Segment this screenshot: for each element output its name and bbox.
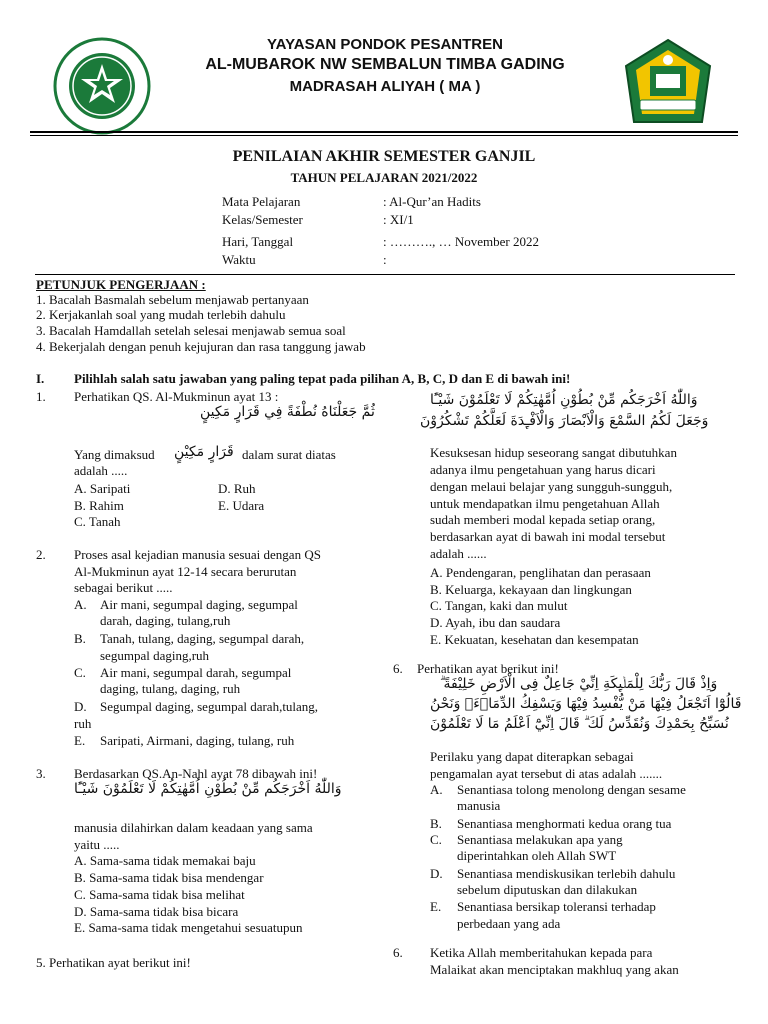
question-text: Ketika Allah memberitahukan kepada para bbox=[430, 945, 653, 960]
pesantren-logo bbox=[52, 36, 152, 136]
question-text: dengan melaui belajar yang sungguh-sungguh, bbox=[430, 479, 673, 494]
question-text: yaitu ..... bbox=[74, 837, 120, 852]
question-text: Kesuksesan hidup seseorang sangat dibutuhkan bbox=[430, 445, 677, 460]
answer-option[interactable]: C. Tanah bbox=[74, 514, 121, 529]
answer-option[interactable]: E. Sama-sama tidak mengetahui sesuatupun bbox=[74, 920, 303, 935]
question-text: Yang dimaksud bbox=[74, 447, 155, 462]
arabic-verse: ثُمَّ جَعَلْنَاهُ نُطْفَةً فِي قَرَارٍ مَكِينٍ bbox=[200, 404, 375, 420]
answer-letter[interactable]: B. bbox=[430, 816, 442, 831]
question-text: adalah ...... bbox=[430, 546, 487, 561]
answer-option[interactable]: A. Saripati bbox=[74, 481, 131, 496]
school-name: AL-MUBAROK NW SEMBALUN TIMBA GADING bbox=[205, 56, 565, 73]
arabic-verse: وَجَعَلَ لَكُمُ السَّمْعَ وَالْاَبْصَارَ وَالْاَفْـِٕدَةَ لَعَلَّكُمْ تَشْكُرُوْنَ bbox=[420, 413, 709, 429]
answer-letter[interactable]: D. bbox=[74, 699, 87, 714]
instruction-item: 4. Bekerjalah dengan penuh kejujuran dan rasa tanggung jawab bbox=[36, 339, 366, 354]
info-value: : ………., … November 2022 bbox=[383, 234, 539, 249]
question-number: 1. bbox=[36, 389, 46, 404]
answer-option[interactable]: Saripati, Airmani, daging, tulang, ruh bbox=[100, 733, 295, 748]
answer-option[interactable]: D. Ayah, ibu dan saudara bbox=[430, 615, 561, 630]
arabic-verse: وَاللّٰهُ اَخْرَجَكُم مِّنْ بُطُوْنِ اُمَّهٰتِكُمْ لَا تَعْلَمُوْنَ شَيْـًٔا bbox=[430, 392, 698, 408]
answer-option[interactable]: perbedaan yang ada bbox=[457, 916, 561, 931]
question-text: adalah ..... bbox=[74, 463, 128, 478]
answer-option[interactable]: A. Sama-sama tidak memakai baju bbox=[74, 853, 256, 868]
question-text: Proses asal kejadian manusia sesuai dengan QS bbox=[74, 547, 321, 562]
info-value: : Al-Qur’an Hadits bbox=[383, 194, 481, 209]
answer-option[interactable]: A. Pendengaran, penglihatan dan perasaan bbox=[430, 565, 651, 580]
answer-letter[interactable]: A. bbox=[74, 597, 87, 612]
answer-option[interactable]: B. Rahim bbox=[74, 498, 124, 513]
answer-option[interactable]: Senantiasa tolong menolong dengan sesame bbox=[457, 782, 686, 797]
instruction-item: 2. Kerjakanlah soal yang mudah terlebih dahulu bbox=[36, 307, 286, 322]
question-text: dalam surat diatas bbox=[242, 447, 336, 462]
foundation-name: YAYASAN PONDOK PESANTREN bbox=[267, 36, 503, 53]
arabic-verse: قَالُوْٓا اَتَجْعَلُ فِيْهَا مَنْ يُّفْسِدُ فِيْهَا وَيَسْفِكُ الدِّمَاۤءَۚ وَنَحْنُ bbox=[430, 696, 742, 712]
answer-option[interactable]: Air mani, segumpal daging, segumpal bbox=[100, 597, 298, 612]
header-rule-thick bbox=[30, 131, 738, 133]
answer-option[interactable]: C. Sama-sama tidak bisa melihat bbox=[74, 887, 245, 902]
answer-option[interactable]: segumpal daging,ruh bbox=[100, 648, 210, 663]
answer-letter[interactable]: E. bbox=[74, 733, 86, 748]
question-text: Al-Mukminun ayat 12-14 secara berurutan bbox=[74, 564, 297, 579]
answer-option[interactable]: Air mani, segumpal darah, segumpal bbox=[100, 665, 292, 680]
answer-option[interactable]: daging, tulang, daging, ruh bbox=[100, 681, 241, 696]
question-text: Perhatikan ayat berikut ini! bbox=[417, 661, 559, 676]
answer-option[interactable]: Senantiasa mendiskusikan terlebih dahulu bbox=[457, 866, 676, 881]
info-value: : bbox=[383, 252, 387, 267]
instruction-item: 3. Bacalah Hamdallah setelah selesai menjawab semua soal bbox=[36, 323, 346, 338]
info-divider bbox=[35, 274, 735, 275]
answer-letter[interactable]: E. bbox=[430, 899, 442, 914]
answer-option[interactable]: darah, daging, tulang,ruh bbox=[100, 613, 231, 628]
question-number: 6. bbox=[393, 945, 403, 960]
question-text: Malaikat akan menciptakan makhluq yang akan bbox=[430, 962, 679, 977]
arabic-verse: نُسَبِّحُ بِحَمْدِكَ وَنُقَدِّسُ لَكَ ۗ قَالَ اِنِّيْٓ اَعْلَمُ مَا لَا تَعْلَمُوْنَ bbox=[430, 716, 729, 732]
info-value: : XI/1 bbox=[383, 212, 414, 227]
answer-letter[interactable]: B. bbox=[74, 631, 86, 646]
answer-option[interactable]: B. Keluarga, kekayaan dan lingkungan bbox=[430, 582, 632, 597]
answer-option[interactable]: manusia bbox=[457, 798, 501, 813]
school-level: MADRASAH ALIYAH ( MA ) bbox=[289, 78, 481, 95]
answer-option-wrap[interactable]: ruh bbox=[74, 716, 92, 731]
instruction-item: 1. Bacalah Basmalah sebelum menjawab pertanyaan bbox=[36, 292, 309, 307]
question-text: manusia dilahirkan dalam keadaan yang sama bbox=[74, 820, 313, 835]
answer-option[interactable]: Segumpal daging, segumpal darah,tulang, bbox=[100, 699, 319, 714]
answer-letter[interactable]: D. bbox=[430, 866, 443, 881]
info-key: Hari, Tanggal bbox=[222, 234, 294, 249]
answer-option[interactable]: Senantiasa bersikap toleransi terhadap bbox=[457, 899, 656, 914]
info-key: Kelas/Semester bbox=[222, 212, 303, 227]
answer-option[interactable]: Tanah, tulang, daging, segumpal darah, bbox=[100, 631, 305, 646]
question-number: 3. bbox=[36, 766, 46, 781]
question-text: adanya ilmu pengetahuan yang harus dicari bbox=[430, 462, 656, 477]
answer-option[interactable]: D. Sama-sama tidak bisa bicara bbox=[74, 904, 239, 919]
answer-option[interactable]: sebelum diputuskan dan dilakukan bbox=[457, 882, 638, 897]
question-number: 2. bbox=[36, 547, 46, 562]
question-text: Berdasarkan QS.An-Nahl ayat 78 dibawah ini! bbox=[74, 766, 318, 781]
arabic-term: قَرَارٍ مَكِيْنٍ bbox=[174, 444, 234, 460]
answer-option[interactable]: B. Sama-sama tidak bisa mendengar bbox=[74, 870, 264, 885]
question-number: 6. bbox=[393, 661, 403, 676]
answer-option[interactable]: E. Kekuatan, kesehatan dan kesempatan bbox=[430, 632, 639, 647]
question-text: untuk mendapatkan ilmu pengetahuan Allah bbox=[430, 496, 660, 511]
instructions-heading: PETUNJUK PENGERJAAN : bbox=[36, 277, 206, 292]
answer-option[interactable]: C. Tangan, kaki dan mulut bbox=[430, 598, 568, 613]
question-text: 5. Perhatikan ayat berikut ini! bbox=[36, 955, 191, 970]
exam-title: PENILAIAN AKHIR SEMESTER GANJIL bbox=[232, 148, 536, 165]
question-text: pengamalan ayat tersebut di atas adalah ....... bbox=[430, 766, 663, 781]
section-instruction: Pilihlah salah satu jawaban yang paling tepat pada pilihan A, B, C, D dan E di bawah ini! bbox=[74, 371, 571, 386]
info-key: Mata Pelajaran bbox=[222, 194, 301, 209]
header-rule-thin bbox=[30, 135, 738, 136]
answer-letter[interactable]: C. bbox=[74, 665, 86, 680]
arabic-verse: وَاِذْ قَالَ رَبُّكَ لِلْمَلٰۤىِٕكَةِ اِنِّيْ جَاعِلٌ فِى الْاَرْضِ خَلِيْفَةً ۗ bbox=[440, 676, 718, 692]
arabic-verse: وَاللّٰهُ اَخْرَجَكُم مِّنْ بُطُوْنِ اُمَّهٰتِكُمْ لَا تَعْلَمُوْنَ شَيْـًٔا bbox=[74, 781, 342, 797]
answer-option[interactable]: Senantiasa menghormati kedua orang tua bbox=[457, 816, 672, 831]
info-key: Waktu bbox=[222, 252, 256, 267]
academic-year: TAHUN PELAJARAN 2021/2022 bbox=[290, 170, 478, 185]
answer-option[interactable]: diperintahkan oleh Allah SWT bbox=[457, 848, 617, 863]
answer-letter[interactable]: A. bbox=[430, 782, 443, 797]
section-number: I. bbox=[36, 371, 45, 386]
question-text: Perhatikan QS. Al-Mukminun ayat 13 : bbox=[74, 389, 279, 404]
answer-option[interactable]: E. Udara bbox=[218, 498, 265, 513]
question-text: Perilaku yang dapat diterapkan sebagai bbox=[430, 749, 634, 764]
answer-option[interactable]: Senantiasa melakukan apa yang bbox=[457, 832, 623, 847]
answer-letter[interactable]: C. bbox=[430, 832, 442, 847]
question-text: sudah memberi modal kepada setiap orang, bbox=[430, 512, 656, 527]
question-text: berdasarkan ayat di bawah ini modal tersebut bbox=[430, 529, 666, 544]
kemenag-logo bbox=[620, 36, 716, 132]
answer-option[interactable]: D. Ruh bbox=[218, 481, 256, 496]
question-text: sebagai berikut ..... bbox=[74, 580, 173, 595]
